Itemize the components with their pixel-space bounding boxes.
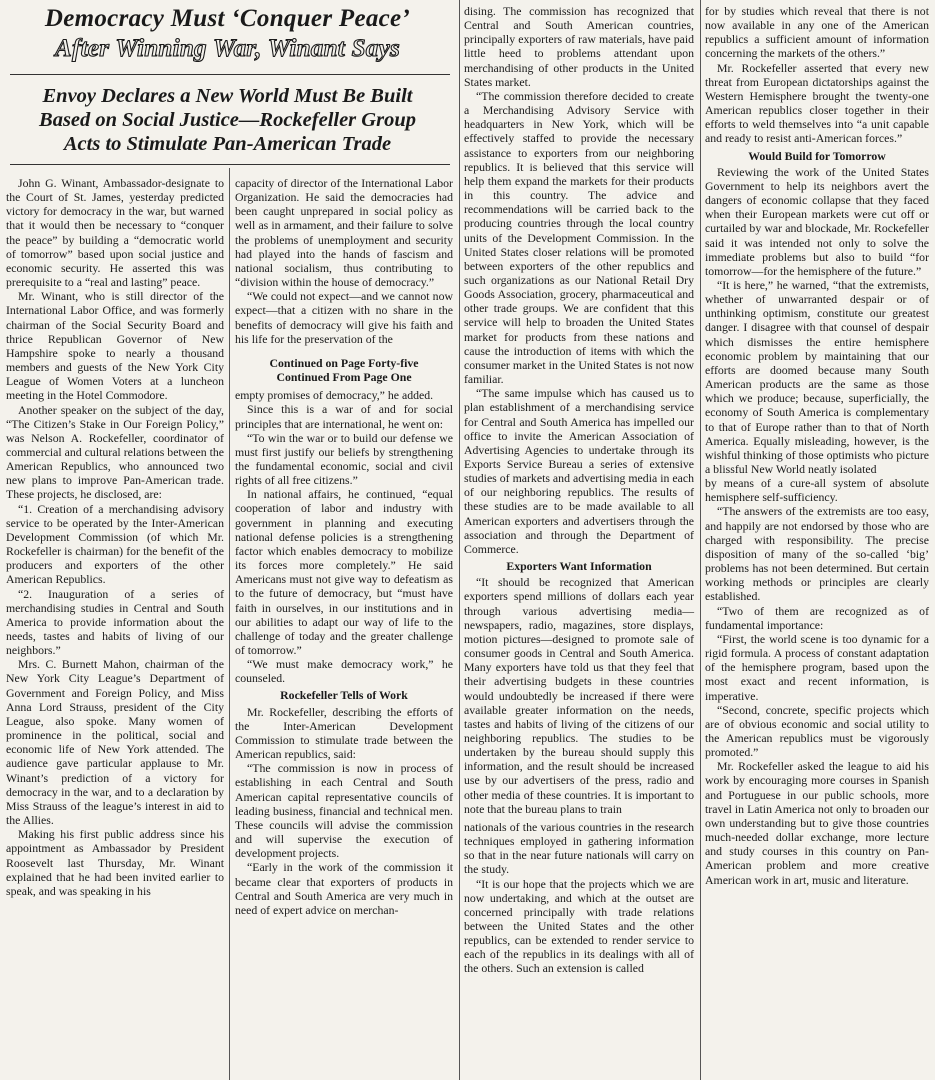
subheadline-line-2: Based on Social Justice—Rockefeller Group xyxy=(39,109,416,131)
headline-line-1: Democracy Must ‘Conquer Peace’ xyxy=(44,5,411,32)
col2-paragraph: In national affairs, he continued, “equal cooperation of labor and industry with government in planning and executing national defense policies is a strengthening factor which enables democracy to mobilize its forces more completely.” He said Americans must not give way to defeatism as to the future of democracy, but “must have faith in ourselves, in our institutions and in our abilities to adapt our way of life to the challenge of today and the greater challenge of tomorrow.” xyxy=(235,487,453,657)
column-divider xyxy=(459,0,460,1080)
col2-paragraph: “The commission is now in process of establishing in each Central and South American capital representative councils of leading business, financial and technical men. These councils will advise the commission and will supervise the execution of development projects. xyxy=(235,761,453,861)
column-2 xyxy=(235,176,453,917)
col1-paragraph: Another speaker on the subject of the day, “The Citizen’s Stake in Our Foreign Policy,” was Nelson A. Rockefeller, coordinator of commercial and cultural relations between the American Republics, who announced two new plans to improve Pan-American trade. These projects, he disclosed, are: xyxy=(6,402,224,502)
col3-paragraph: dising. The commission has recognized that Central and South American countries, principally exporters of raw materials, have paid little heed to problems attendant upon merchandising of other products in the United States market. xyxy=(464,4,694,89)
column-divider xyxy=(229,168,230,1080)
col1-paragraph: John G. Winant, Ambassador-designate to the Court of St. James, yesterday predicted victory for democracy in the war, but warned that it would then be necessary to “conquer the peace” by building a “democratic world of tomorrow” based upon social justice and economic security. He asserted this was prerequisite to a “real and lasting” peace. xyxy=(6,176,224,290)
col2-paragraph: “We must make democracy work,” he counseled. xyxy=(235,657,453,686)
col4-paragraph: by means of a cure-all system of absolute hemisphere self-sufficiency. xyxy=(705,476,929,505)
continued-from-notice: Continued From Page One xyxy=(276,370,412,385)
main-headline xyxy=(0,0,455,64)
col2-paragraph: “Early in the work of the commission it became clear that exporters of products in Central and South America are very much in need of expert advice on merchan- xyxy=(235,860,453,917)
column-divider xyxy=(700,0,701,1080)
col4-paragraph: for by studies which reveal that there is not now available in any one of the American republics a sufficient amount of information concerning the markets of the others.” xyxy=(705,4,929,61)
col3-paragraph: “It should be recognized that American exporters spend millions of dollars each year through various advertising media—newspapers, radio, magazines, store displays, motion pictures—designed to promote sale of consumer goods in Central and South America. Many exporters have told us that they feel that their advertising budgets in these countries would undoubtedly be increased if there were available greater information on the needs, tastes and habits of living of the citizens of our neighboring republics. The studies to be undertaken by the bureau should supply this information, and the result should be increased use by our advertisers of the press, radio and other media of these countries. It is important to note that the bureau plans to train xyxy=(464,575,694,816)
col2-paragraph: “To win the war or to build our defense we must first justify our beliefs by strengthening the fundamental economic, social and civil rights of all free citizens.” xyxy=(235,430,453,488)
col2-paragraph: Mr. Rockefeller, describing the efforts of the Inter-American Development Commission to stimulate trade between the American republics, said: xyxy=(235,704,453,762)
headline-line-2: After Winning War, Winant Says xyxy=(54,35,401,62)
col4-paragraph: “Two of them are recognized as of fundamental importance: xyxy=(705,603,929,632)
column-1 xyxy=(6,176,224,898)
col3-subhead: Exporters Want Information xyxy=(506,559,652,574)
sub-headline xyxy=(0,84,455,156)
col2-paragraph: “We could not expect—and we cannot now expect—that a citizen with no share in the benefits of democracy will give his faith and his life for the preservation of the xyxy=(235,289,453,346)
col1-paragraph: Mrs. C. Burnett Mahon, chairman of the New York City League’s Department of Government and Foreign Policy, and Miss Anna Lord Strauss, president of the City League, also spoke. Many women of prominence in the political, social and economic life of New York attended. The audience gave particular applause to Mr. Winant’s prediction of a victory for democracy in the war, and to a declaration by Miss Strauss of the league’s interest in aid to the Allies. xyxy=(6,657,224,828)
col1-paragraph: Making his first public address since his appointment as Ambassador by President Roosevelt last Thursday, Mr. Winant explained that he had been invited earlier to speak, and was speaking in his xyxy=(6,827,224,898)
col3-paragraph: “It is our hope that the projects which we are now undertaking, and which at the outset are concerned principally with trade relations between the United States and the other republics, can be extended to render service to each of the republics in its dealings with all of the others. Such an extension is called xyxy=(464,876,694,976)
col4-subhead: Would Build for Tomorrow xyxy=(748,148,886,163)
col4-paragraph: Mr. Rockefeller asserted that every new threat from European dictatorships against the Western Hemisphere brought the twenty-one American republics closer together in their efforts to weld themselves into “a unit capable and ready to resist anti-American forces.” xyxy=(705,60,929,146)
col2-paragraph: Since this is a war of and for social principles that are international, he went on: xyxy=(235,402,453,431)
subheadline-line-1: Envoy Declares a New World Must Be Built xyxy=(42,85,413,107)
col4-paragraph: Reviewing the work of the United States Government to help its neighbors avert the dangers of economic collapse that they faced when their European markets were cut off or curtailed by war and blockade, Mr. Rockefeller said it was intended not only to solve the immediate problems but also to build “for tomorrow—for the hemisphere of the future.” xyxy=(705,164,929,278)
col4-paragraph: Mr. Rockefeller asked the league to aid his work by encouraging more courses in Spanish and Portuguese in our public schools, more travel in Latin America not only to broaden our own understanding but to give those countries much-needed dollar exchange, more lecture and study courses in this country on Pan-American problem and more creative American work in art, music and literature. xyxy=(705,759,929,887)
col1-paragraph: Mr. Winant, who is still director of the International Labor Office, and was formerly chairman of the Social Security Board and thrice Republican Governor of New Hampshire spoke to nearly a thousand members and guests of the New York City League of Women Voters at a luncheon meeting in the Hotel Commodore. xyxy=(6,289,224,403)
headline-rule xyxy=(10,74,450,75)
column-4 xyxy=(705,4,929,887)
col4-paragraph: “It is here,” he warned, “that the extremists, whether of unwarranted despair or of unthinking optimism, constitute our greatest danger. I disagree with that counsel of despair which dismisses the entire hemisphere economic problem by maintaining that our efforts are doomed because many South American products are the same as those which we produce; because, superficially, the economy of South America is complementary to that of Europe rather than to that of North America. Equally misleading, however, is the wishful thinking of those optimists who picture a blissful New World neatly isolated xyxy=(705,277,929,476)
col4-paragraph: “The answers of the extremists are too easy, and happily are not endorsed by those who are charged with responsibility. The precise disposition of many of the so-called ‘big’ problems has not been determined. But certain working methods or principles are clearly established. xyxy=(705,504,929,604)
col3-paragraph: “The commission therefore decided to create a Merchandising Advisory Service with headquarters in New York, which will be effectively staffed to provide the necessary assistance to exporters from our neighboring republics. It is believed that this service will help them expand the markets for their products in this country. The advice and recommendations will be carried back to the producing countries through the local country units of the Development Commission. In the United States closer relations will be promoted between exporters of the other republics and such organizations as our National Retail Dry Goods Association, grocery, pharmaceutical and other trade groups. We are confident that this service will help to broaden the United States market for products from these nations and cause the introduction of items with which the consumer market in the United States is not now familiar. xyxy=(464,88,694,387)
column-3 xyxy=(464,4,694,976)
continued-on-notice: Continued on Page Forty-five xyxy=(269,355,419,370)
col4-paragraph: “Second, concrete, specific projects which are of obvious economic and social utility to the American republics must be vigorously promoted.” xyxy=(705,702,929,760)
col2-paragraph: capacity of director of the International Labor Organization. He said the democracies had been caught unprepared in social policy as well as in armament, and their failure to solve the problems of unemployment and security had played into the hands of fascism and national socialism, thus contributing to “division within the house of democracy.” xyxy=(235,176,453,290)
subheadline-rule xyxy=(10,164,450,165)
subheadline-line-3: Acts to Stimulate Pan-American Trade xyxy=(63,133,392,155)
col4-paragraph: “First, the world scene is too dynamic for a rigid formula. A process of constant adaptation of the hemisphere program, based upon the most exact and recent information, is imperative. xyxy=(705,631,929,703)
col1-paragraph: “2. Inauguration of a series of merchandising studies in Central and South America to provide information about the needs, tastes and habits of living of our neighbors.” xyxy=(6,586,224,658)
col3-paragraph: nationals of the various countries in the research techniques employed in gathering information so that in the near future nationals will carry on the study. xyxy=(464,819,694,877)
col2-paragraph: empty promises of democracy,” he added. xyxy=(235,388,434,403)
col1-paragraph: “1. Creation of a merchandising advisory service to be operated by the Inter-American Development Commission (of which Mr. Rockefeller is chairman) for the benefit of the producers and exporters of the other American Republics. xyxy=(6,501,224,587)
col3-paragraph: “The same impulse which has caused us to plan establishment of a merchandising service for Central and South America has impelled our office to invite the American Association of Advertising Agencies to undertake through its Exports Service Bureau a series of extensive studies of markets and advertising media in each of our neighboring republics. The results of these studies are to be made available to all American exporters and advertisers through the association and through the Department of Commerce. xyxy=(464,386,694,556)
col2-subhead: Rockefeller Tells of Work xyxy=(280,688,408,703)
